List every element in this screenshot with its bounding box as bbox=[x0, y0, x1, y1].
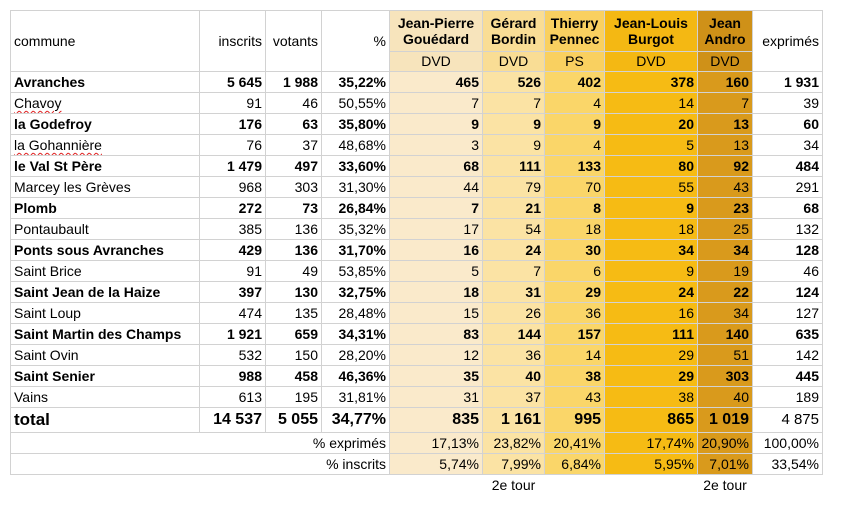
vote-cell: 92 bbox=[698, 156, 753, 177]
column-header-exprimes: exprimés bbox=[753, 11, 823, 72]
inscrits-cell: 1 921 bbox=[200, 324, 266, 345]
table-row bbox=[11, 345, 823, 366]
votants-cell: 303 bbox=[266, 177, 322, 198]
candidate-party-3: PS bbox=[545, 52, 605, 72]
total-vote-cell: 1 019 bbox=[698, 408, 753, 433]
table-row bbox=[11, 219, 823, 240]
vote-cell: 40 bbox=[483, 366, 545, 387]
vote-cell: 70 bbox=[545, 177, 605, 198]
total-votants: 5 055 bbox=[266, 408, 322, 433]
exprimes-cell: 68 bbox=[753, 198, 823, 219]
vote-cell: 24 bbox=[483, 240, 545, 261]
vote-cell: 36 bbox=[545, 303, 605, 324]
vote-cell: 7 bbox=[483, 261, 545, 282]
vote-cell: 15 bbox=[390, 303, 483, 324]
total-row bbox=[11, 408, 823, 433]
vote-cell: 18 bbox=[390, 282, 483, 303]
percent-cell: 46,36% bbox=[322, 366, 390, 387]
vote-cell: 31 bbox=[483, 282, 545, 303]
pct-inscrits-label: % inscrits bbox=[11, 454, 390, 475]
exprimes-cell: 142 bbox=[753, 345, 823, 366]
vote-cell: 7 bbox=[390, 198, 483, 219]
exprimes-cell: 445 bbox=[753, 366, 823, 387]
vote-cell: 38 bbox=[605, 387, 698, 408]
vote-cell: 402 bbox=[545, 72, 605, 93]
table-row bbox=[11, 282, 823, 303]
commune-name bbox=[11, 282, 200, 303]
inscrits-cell: 1 479 bbox=[200, 156, 266, 177]
percent-cell: 34,31% bbox=[322, 324, 390, 345]
vote-cell: 22 bbox=[698, 282, 753, 303]
candidate-header-3 bbox=[545, 11, 605, 52]
percent-cell: 35,32% bbox=[322, 219, 390, 240]
vote-cell: 7 bbox=[390, 93, 483, 114]
votants-cell: 135 bbox=[266, 303, 322, 324]
vote-cell: 6 bbox=[545, 261, 605, 282]
second-round-note bbox=[605, 475, 698, 496]
vote-cell: 5 bbox=[390, 261, 483, 282]
vote-cell: 9 bbox=[483, 114, 545, 135]
commune-name bbox=[11, 177, 200, 198]
vote-cell: 25 bbox=[698, 219, 753, 240]
commune-label: Plomb bbox=[14, 200, 57, 216]
total-vote-cell: 1 161 bbox=[483, 408, 545, 433]
total-exprimes: 4 875 bbox=[753, 408, 823, 433]
percent-cell: 35,80% bbox=[322, 114, 390, 135]
inscrits-cell: 176 bbox=[200, 114, 266, 135]
inscrits-cell: 474 bbox=[200, 303, 266, 324]
commune-label: Saint Loup bbox=[14, 305, 81, 321]
total-vote-cell: 995 bbox=[545, 408, 605, 433]
total-vote-cell: 865 bbox=[605, 408, 698, 433]
pct-exprimes-row bbox=[11, 433, 823, 454]
vote-cell: 4 bbox=[545, 135, 605, 156]
commune-label: la Gohannière bbox=[14, 137, 102, 153]
table-row bbox=[11, 177, 823, 198]
vote-cell: 18 bbox=[605, 219, 698, 240]
vote-cell: 12 bbox=[390, 345, 483, 366]
percent-cell: 35,22% bbox=[322, 72, 390, 93]
commune-name bbox=[11, 387, 200, 408]
inscrits-cell: 5 645 bbox=[200, 72, 266, 93]
commune-name bbox=[11, 261, 200, 282]
vote-cell: 14 bbox=[605, 93, 698, 114]
pct-inscrits-cell: 5,74% bbox=[390, 454, 483, 475]
percent-cell: 26,84% bbox=[322, 198, 390, 219]
commune-name bbox=[11, 198, 200, 219]
votants-cell: 49 bbox=[266, 261, 322, 282]
candidate-last-name: Pennec bbox=[549, 31, 600, 47]
table-row bbox=[11, 72, 823, 93]
commune-name bbox=[11, 114, 200, 135]
candidate-header-5 bbox=[698, 11, 753, 52]
vote-cell: 34 bbox=[698, 303, 753, 324]
vote-cell: 55 bbox=[605, 177, 698, 198]
column-header-percent: % bbox=[322, 11, 390, 72]
vote-cell: 26 bbox=[483, 303, 545, 324]
candidate-first-name: Jean-Pierre bbox=[397, 15, 475, 31]
pct-exprimes-label: % exprimés bbox=[11, 433, 390, 454]
votants-cell: 136 bbox=[266, 219, 322, 240]
table-row bbox=[11, 261, 823, 282]
vote-cell: 80 bbox=[605, 156, 698, 177]
vote-cell: 43 bbox=[545, 387, 605, 408]
vote-cell: 18 bbox=[545, 219, 605, 240]
inscrits-cell: 385 bbox=[200, 219, 266, 240]
vote-cell: 133 bbox=[545, 156, 605, 177]
vote-cell: 54 bbox=[483, 219, 545, 240]
vote-cell: 31 bbox=[390, 387, 483, 408]
inscrits-cell: 76 bbox=[200, 135, 266, 156]
table-row bbox=[11, 387, 823, 408]
vote-cell: 8 bbox=[545, 198, 605, 219]
vote-cell: 40 bbox=[698, 387, 753, 408]
candidate-party-1: DVD bbox=[390, 52, 483, 72]
vote-cell: 9 bbox=[545, 114, 605, 135]
pct-exprimes-cell: 20,41% bbox=[545, 433, 605, 454]
column-header-commune: commune bbox=[11, 11, 200, 72]
vote-cell: 68 bbox=[390, 156, 483, 177]
exprimes-cell: 128 bbox=[753, 240, 823, 261]
vote-cell: 13 bbox=[698, 114, 753, 135]
commune-label: Marcey les Grèves bbox=[14, 179, 131, 195]
vote-cell: 13 bbox=[698, 135, 753, 156]
vote-cell: 44 bbox=[390, 177, 483, 198]
table-row bbox=[11, 93, 823, 114]
commune-name bbox=[11, 240, 200, 261]
vote-cell: 3 bbox=[390, 135, 483, 156]
pct-inscrits-cell: 5,95% bbox=[605, 454, 698, 475]
vote-cell: 43 bbox=[698, 177, 753, 198]
candidate-header-4 bbox=[605, 11, 698, 52]
commune-label: Saint Ovin bbox=[14, 347, 79, 363]
inscrits-cell: 532 bbox=[200, 345, 266, 366]
commune-label: Chavoy bbox=[14, 95, 62, 111]
pct-inscrits-cell: 7,99% bbox=[483, 454, 545, 475]
commune-name bbox=[11, 219, 200, 240]
total-label: total bbox=[11, 408, 200, 433]
commune-name bbox=[11, 303, 200, 324]
vote-cell: 29 bbox=[545, 282, 605, 303]
vote-cell: 157 bbox=[545, 324, 605, 345]
vote-cell: 9 bbox=[390, 114, 483, 135]
exprimes-cell: 124 bbox=[753, 282, 823, 303]
pct-exprimes-cell: 23,82% bbox=[483, 433, 545, 454]
second-round-note: 2e tour bbox=[698, 475, 753, 496]
candidate-party-2: DVD bbox=[483, 52, 545, 72]
candidate-party-5: DVD bbox=[698, 52, 753, 72]
header-row bbox=[11, 11, 823, 52]
second-round-note: 2e tour bbox=[483, 475, 545, 496]
vote-cell: 29 bbox=[605, 366, 698, 387]
votants-cell: 73 bbox=[266, 198, 322, 219]
inscrits-cell: 429 bbox=[200, 240, 266, 261]
vote-cell: 16 bbox=[390, 240, 483, 261]
commune-name bbox=[11, 324, 200, 345]
vote-cell: 9 bbox=[483, 135, 545, 156]
vote-cell: 140 bbox=[698, 324, 753, 345]
vote-cell: 7 bbox=[483, 93, 545, 114]
exprimes-cell: 60 bbox=[753, 114, 823, 135]
inscrits-cell: 968 bbox=[200, 177, 266, 198]
candidate-first-name: Jean bbox=[709, 15, 741, 31]
commune-name bbox=[11, 72, 200, 93]
vote-cell: 24 bbox=[605, 282, 698, 303]
vote-cell: 36 bbox=[483, 345, 545, 366]
votants-cell: 497 bbox=[266, 156, 322, 177]
inscrits-cell: 988 bbox=[200, 366, 266, 387]
vote-cell: 303 bbox=[698, 366, 753, 387]
pct-inscrits-total: 33,54% bbox=[753, 454, 823, 475]
vote-cell: 378 bbox=[605, 72, 698, 93]
commune-label: Saint Senier bbox=[14, 368, 95, 384]
pct-inscrits-cell: 6,84% bbox=[545, 454, 605, 475]
vote-cell: 79 bbox=[483, 177, 545, 198]
commune-label: la Godefroy bbox=[14, 116, 92, 132]
percent-cell: 28,48% bbox=[322, 303, 390, 324]
second-round-note bbox=[390, 475, 483, 496]
commune-name bbox=[11, 366, 200, 387]
commune-label: Avranches bbox=[14, 74, 86, 90]
table-row bbox=[11, 324, 823, 345]
percent-cell: 31,81% bbox=[322, 387, 390, 408]
commune-label: Pontaubault bbox=[14, 221, 89, 237]
exprimes-cell: 1 931 bbox=[753, 72, 823, 93]
table-row bbox=[11, 240, 823, 261]
percent-cell: 33,60% bbox=[322, 156, 390, 177]
votants-cell: 130 bbox=[266, 282, 322, 303]
percent-cell: 48,68% bbox=[322, 135, 390, 156]
votants-cell: 37 bbox=[266, 135, 322, 156]
votants-cell: 150 bbox=[266, 345, 322, 366]
election-results-table bbox=[10, 10, 823, 495]
pct-inscrits-cell: 7,01% bbox=[698, 454, 753, 475]
vote-cell: 20 bbox=[605, 114, 698, 135]
table-row bbox=[11, 303, 823, 324]
vote-cell: 37 bbox=[483, 387, 545, 408]
percent-cell: 32,75% bbox=[322, 282, 390, 303]
total-pct: 34,77% bbox=[322, 408, 390, 433]
candidate-first-name: Gérard bbox=[490, 15, 537, 31]
column-header-votants: votants bbox=[266, 11, 322, 72]
commune-label: Vains bbox=[14, 389, 48, 405]
exprimes-cell: 291 bbox=[753, 177, 823, 198]
commune-label: Saint Jean de la Haize bbox=[14, 284, 161, 300]
votants-cell: 136 bbox=[266, 240, 322, 261]
votants-cell: 63 bbox=[266, 114, 322, 135]
inscrits-cell: 91 bbox=[200, 93, 266, 114]
candidate-header-1 bbox=[390, 11, 483, 52]
candidate-last-name: Gouédard bbox=[402, 31, 470, 47]
table-row bbox=[11, 198, 823, 219]
commune-name bbox=[11, 345, 200, 366]
exprimes-cell: 132 bbox=[753, 219, 823, 240]
commune-label: Ponts sous Avranches bbox=[14, 242, 164, 258]
votants-cell: 46 bbox=[266, 93, 322, 114]
vote-cell: 160 bbox=[698, 72, 753, 93]
exprimes-cell: 127 bbox=[753, 303, 823, 324]
commune-label: Saint Brice bbox=[14, 263, 82, 279]
vote-cell: 23 bbox=[698, 198, 753, 219]
vote-cell: 9 bbox=[605, 198, 698, 219]
vote-cell: 14 bbox=[545, 345, 605, 366]
votants-cell: 1 988 bbox=[266, 72, 322, 93]
exprimes-cell: 39 bbox=[753, 93, 823, 114]
vote-cell: 34 bbox=[605, 240, 698, 261]
vote-cell: 51 bbox=[698, 345, 753, 366]
pct-inscrits-row bbox=[11, 454, 823, 475]
vote-cell: 17 bbox=[390, 219, 483, 240]
vote-cell: 144 bbox=[483, 324, 545, 345]
votants-cell: 458 bbox=[266, 366, 322, 387]
commune-label: le Val St Père bbox=[14, 158, 102, 174]
total-vote-cell: 835 bbox=[390, 408, 483, 433]
pct-exprimes-cell: 17,13% bbox=[390, 433, 483, 454]
vote-cell: 83 bbox=[390, 324, 483, 345]
column-header-inscrits: inscrits bbox=[200, 11, 266, 72]
table-row bbox=[11, 156, 823, 177]
second-round-row bbox=[11, 475, 823, 496]
candidate-party-4: DVD bbox=[605, 52, 698, 72]
table-row bbox=[11, 114, 823, 135]
percent-cell: 28,20% bbox=[322, 345, 390, 366]
commune-name bbox=[11, 93, 200, 114]
percent-cell: 31,70% bbox=[322, 240, 390, 261]
table-row bbox=[11, 135, 823, 156]
exprimes-cell: 34 bbox=[753, 135, 823, 156]
total-inscrits: 14 537 bbox=[200, 408, 266, 433]
vote-cell: 9 bbox=[605, 261, 698, 282]
second-round-spacer bbox=[753, 475, 823, 496]
pct-exprimes-cell: 17,74% bbox=[605, 433, 698, 454]
exprimes-cell: 484 bbox=[753, 156, 823, 177]
pct-exprimes-cell: 20,90% bbox=[698, 433, 753, 454]
vote-cell: 4 bbox=[545, 93, 605, 114]
vote-cell: 19 bbox=[698, 261, 753, 282]
candidate-last-name: Burgot bbox=[628, 31, 674, 47]
vote-cell: 30 bbox=[545, 240, 605, 261]
vote-cell: 35 bbox=[390, 366, 483, 387]
exprimes-cell: 635 bbox=[753, 324, 823, 345]
inscrits-cell: 272 bbox=[200, 198, 266, 219]
exprimes-cell: 189 bbox=[753, 387, 823, 408]
exprimes-cell: 46 bbox=[753, 261, 823, 282]
pct-exprimes-total: 100,00% bbox=[753, 433, 823, 454]
commune-name bbox=[11, 156, 200, 177]
inscrits-cell: 91 bbox=[200, 261, 266, 282]
inscrits-cell: 613 bbox=[200, 387, 266, 408]
percent-cell: 31,30% bbox=[322, 177, 390, 198]
second-round-note bbox=[545, 475, 605, 496]
vote-cell: 111 bbox=[605, 324, 698, 345]
vote-cell: 7 bbox=[698, 93, 753, 114]
percent-cell: 50,55% bbox=[322, 93, 390, 114]
candidate-last-name: Bordin bbox=[490, 31, 537, 47]
candidate-first-name: Jean-Louis bbox=[614, 15, 688, 31]
table-row bbox=[11, 366, 823, 387]
vote-cell: 111 bbox=[483, 156, 545, 177]
vote-cell: 34 bbox=[698, 240, 753, 261]
percent-cell: 53,85% bbox=[322, 261, 390, 282]
vote-cell: 16 bbox=[605, 303, 698, 324]
commune-label: Saint Martin des Champs bbox=[14, 326, 182, 342]
vote-cell: 21 bbox=[483, 198, 545, 219]
candidate-last-name: Andro bbox=[704, 31, 746, 47]
candidate-first-name: Thierry bbox=[550, 15, 599, 31]
inscrits-cell: 397 bbox=[200, 282, 266, 303]
vote-cell: 465 bbox=[390, 72, 483, 93]
vote-cell: 38 bbox=[545, 366, 605, 387]
second-round-spacer bbox=[11, 475, 390, 496]
vote-cell: 526 bbox=[483, 72, 545, 93]
vote-cell: 5 bbox=[605, 135, 698, 156]
votants-cell: 195 bbox=[266, 387, 322, 408]
vote-cell: 29 bbox=[605, 345, 698, 366]
candidate-header-2 bbox=[483, 11, 545, 52]
commune-name bbox=[11, 135, 200, 156]
votants-cell: 659 bbox=[266, 324, 322, 345]
